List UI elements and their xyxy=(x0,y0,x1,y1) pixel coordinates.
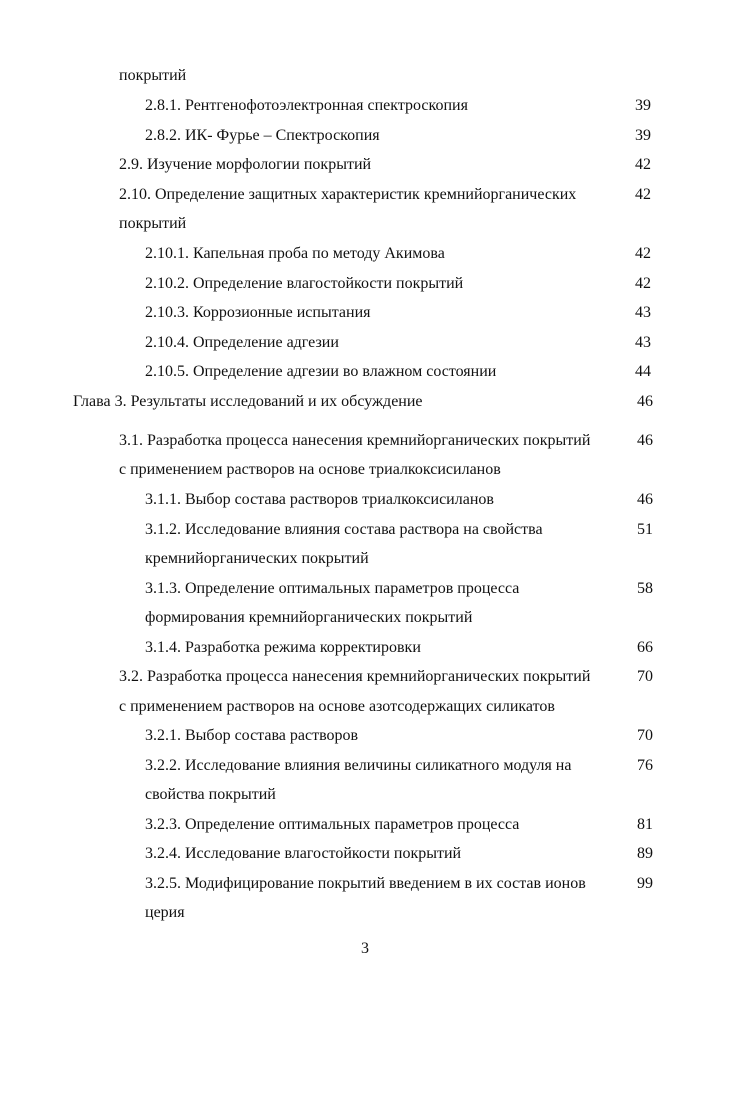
toc-line: 2.10.5. Определение адгезии во влажном состоянии xyxy=(145,363,497,380)
toc-page-number: 58 xyxy=(637,580,653,597)
toc-page-number: 76 xyxy=(637,757,653,774)
toc-page-number: 46 xyxy=(637,393,653,410)
toc-page-number: 81 xyxy=(637,816,653,833)
toc-line: свойства покрытий xyxy=(145,786,276,803)
toc-line: 2.8.1. Рентгенофотоэлектронная спектроскопия xyxy=(145,97,468,114)
toc-line: с применением растворов на основе триалкоксисиланов xyxy=(119,461,501,478)
toc-line: 2.10.2. Определение влагостойкости покрытий xyxy=(145,275,464,292)
toc-chapter-line: Глава 3. Результаты исследований и их обсуждение xyxy=(73,393,423,410)
toc-line: кремнийорганических покрытий xyxy=(145,550,369,567)
toc-line: формирования кремнийорганических покрытий xyxy=(145,609,473,626)
toc-page-number: 44 xyxy=(635,363,651,380)
toc-page-number: 42 xyxy=(635,186,651,203)
toc-line: 2.10. Определение защитных характеристик кремнийорганических xyxy=(119,186,577,203)
toc-line: 3.1.2. Исследование влияния состава раствора на свойства xyxy=(145,521,543,538)
toc-page-number: 43 xyxy=(635,304,651,321)
toc-page-number: 66 xyxy=(637,639,653,656)
toc-line: 3.1.3. Определение оптимальных параметров процесса xyxy=(145,580,520,597)
toc-line: 2.10.4. Определение адгезии xyxy=(145,334,339,351)
toc-line: 3.1. Разработка процесса нанесения кремнийорганических покрытий xyxy=(119,432,591,449)
toc-line: 3.2. Разработка процесса нанесения кремнийорганических покрытий xyxy=(119,668,591,685)
page-number: 3 xyxy=(361,940,369,957)
toc-page-number: 99 xyxy=(637,875,653,892)
toc-line: покрытий xyxy=(119,67,187,84)
toc-line: 2.10.3. Коррозионные испытания xyxy=(145,304,371,321)
toc-page-number: 42 xyxy=(635,156,651,173)
toc-page-number: 43 xyxy=(635,334,651,351)
toc-line: 2.9. Изучение морфологии покрытий xyxy=(119,156,372,173)
toc-line: 3.2.3. Определение оптимальных параметров процесса xyxy=(145,816,520,833)
toc-line: церия xyxy=(145,904,185,921)
toc-line: 3.2.5. Модифицирование покрытий введением в их состав ионов xyxy=(145,875,586,892)
toc-line: 3.2.2. Исследование влияния величины силикатного модуля на xyxy=(145,757,572,774)
toc-page-number: 51 xyxy=(637,521,653,538)
toc-line: 3.2.4. Исследование влагостойкости покрытий xyxy=(145,845,462,862)
toc-line: покрытий xyxy=(119,215,187,232)
toc-line: 3.1.4. Разработка режима корректировки xyxy=(145,639,421,656)
toc-page-number: 46 xyxy=(637,432,653,449)
toc-page-number: 70 xyxy=(637,727,653,744)
toc-line: 2.8.2. ИК- Фурье – Спектроскопия xyxy=(145,127,380,144)
toc-line: 2.10.1. Капельная проба по методу Акимова xyxy=(145,245,445,262)
toc-page-number: 89 xyxy=(637,845,653,862)
toc-page-number: 46 xyxy=(637,491,653,508)
toc-page-number: 70 xyxy=(637,668,653,685)
toc-line: 3.1.1. Выбор состава растворов триалкоксисиланов xyxy=(145,491,494,508)
toc-page-number: 39 xyxy=(635,127,651,144)
toc-page-number: 39 xyxy=(635,97,651,114)
toc-page-number: 42 xyxy=(635,245,651,262)
toc-line: 3.2.1. Выбор состава растворов xyxy=(145,727,359,744)
toc-line: с применением растворов на основе азотсодержащих силикатов xyxy=(119,698,555,715)
toc-page-number: 42 xyxy=(635,275,651,292)
